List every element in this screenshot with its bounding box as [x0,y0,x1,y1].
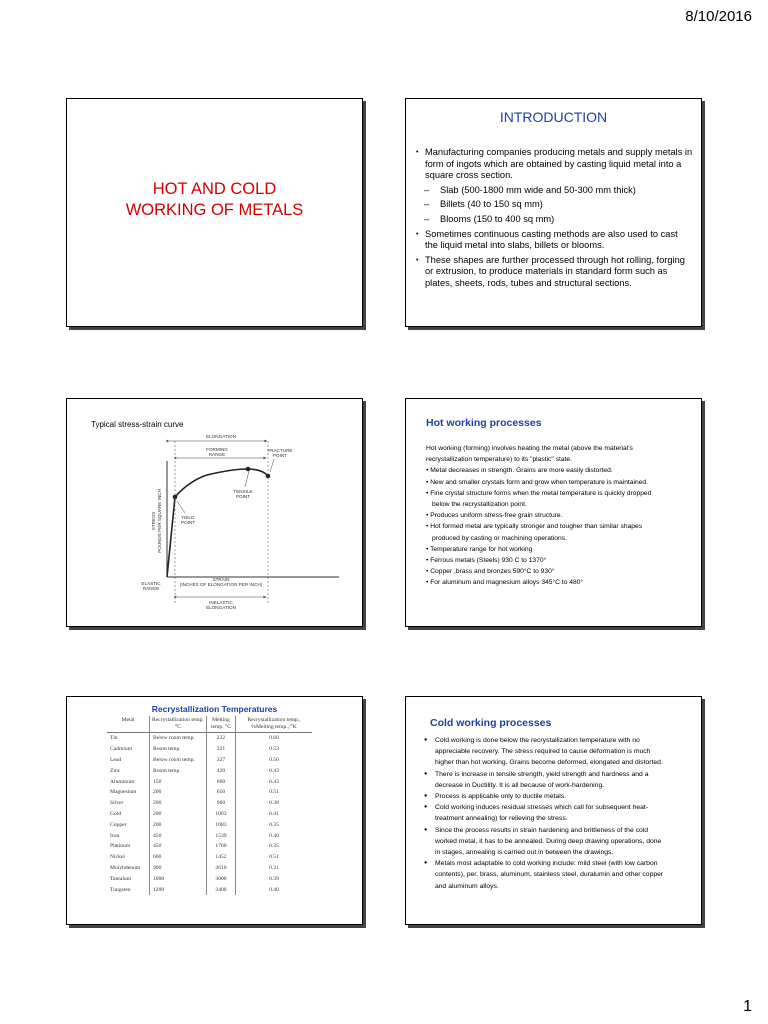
slide-heading: Recrystallization Temperatures [151,704,278,714]
text-line: • New and smaller crystals form and grow when temperature is maintained. [426,478,649,486]
table-cell: 1200 [150,884,207,895]
table-cell: 200 [150,798,207,809]
elastic-range-label-2: RANGE [142,586,160,591]
table-cell: 1452 [207,852,236,863]
text-line: • Ferrous metals (Steels) 930 C to 1370° [426,557,547,565]
table-cell: Aluminum [110,778,135,785]
intro-bullet-list [416,147,693,290]
sub-bullet-item: – Blooms (150 to 400 sq mm) [424,214,693,226]
slide-stress-strain [66,398,363,627]
table-cell: Iron [110,832,120,839]
text-line: ● Process is applicable only to ductile metals. [435,793,567,801]
text-line: • Produces uniform stress-free grain structure. [426,512,563,520]
table-cell: 0.43 [236,765,313,776]
table-cell: 1083 [207,819,236,830]
table-cell: 1000 [150,873,207,884]
table-cell: Molybdenum [110,864,141,871]
text-line: higher than hot working. Grains become deformed, elongated and distorted. [435,759,663,767]
table-cell: 321 [207,744,236,755]
table-row [107,852,312,863]
table-cell: 0.51 [236,852,313,863]
bullet-item [424,735,693,769]
strain-axis-label-2: (INCHES OF ELONGATION PER INCH) [179,582,263,587]
table-cell: 660 [207,776,236,787]
table-row [107,863,312,874]
table-row [107,884,312,895]
table-cell: Platinum [110,843,131,850]
text-line: ● There is increase in tensile strength, yield strength and hardness and a [435,770,649,778]
column-header: Recrystallization temp., %Melting temp., °K [236,716,313,733]
title-line-2: WORKING OF METALS [125,201,304,219]
text-line: ● Cold working induces residual stresses which call for subsequent heat- [435,804,649,812]
table-cell: Cadmium [110,746,133,753]
table-cell: 900 [150,863,207,874]
stress-strain-diagram [67,399,363,627]
table-row [107,809,312,820]
bullet-item [424,825,693,859]
text-line: • For aluminum and magnesium alloys 345°C to 480° [426,579,584,587]
table-row [107,744,312,755]
table-cell: 3000 [207,873,236,884]
slide-introduction [405,98,702,327]
table-cell: 150 [150,776,207,787]
recrystallization-table [107,716,312,895]
table-cell: Room temp. [150,744,207,755]
bullet-item: • Manufacturing companies producing metals and supply metals in form of ingots which are obtained by casting liquid metal into a square cross section. [416,147,693,182]
text-line: ● Cold working is done below the recrystallization temperature with no [435,737,640,744]
text-line: in stages, annealing is carried out in between the drawings. [435,849,614,857]
slide-heading: Hot working processes [426,417,542,429]
table-cell: Gold [110,810,122,817]
table-cell: Magnesium [110,789,137,796]
bullet-item: • These shapes are further processed through hot rolling, forging or extrusion, to produce materials in standard form such as plates, sheets, rods, tubes and structural sections. [416,255,693,290]
yield-label-1: YIELD [181,515,195,520]
table-row [107,755,312,766]
table-cell: 200 [150,787,207,798]
hot-working-text [426,443,691,589]
fracture-label-1: FRACTURE [267,448,293,453]
table-cell: 650 [207,787,236,798]
slide-hot-working [405,398,702,627]
table-cell: 450 [150,841,207,852]
bullet-item [424,769,693,791]
text-line: treatment annealing) for relieving the stress. [435,815,568,823]
stress-axis-label-1: STRESS [151,511,156,531]
tensile-point-marker [246,467,251,472]
table-row [107,765,312,776]
text-line: • Copper ,brass and bronzes 590°C to 930° [426,568,555,576]
table-cell: 0.51 [236,787,313,798]
diagram-title: Typical stress-strain curve [91,420,184,429]
bullet-item [424,858,693,892]
elastic-range-label-1: ELASTIC [141,581,161,586]
presentation-title [67,179,362,221]
column-header: Recrystallization temp. °C [150,716,207,733]
table-cell: Tungsten [110,886,131,893]
table-cell: 0.40 [236,884,313,895]
column-header: Melting temp. °C [207,716,236,733]
text-line: decrease in Ductility. It is all because of work-hardening. [435,781,605,789]
text-line: contents), per, brass, aluminum, stainless steel, duralumin and other copper [435,871,664,879]
fracture-label-2: POINT [272,453,288,458]
table-body [107,733,312,895]
table-cell: 960 [207,798,236,809]
table-cell: Silver [110,800,124,807]
title-line-1: HOT AND COLD [152,180,277,198]
table-cell: 0.39 [236,873,313,884]
text-line: ● Since the process results in strain hardening and brittleness of the cold [435,826,649,834]
elongation-label: ELONGATION [206,434,236,439]
sub-bullet-item: – Billets (40 to 150 sq mm) [424,199,693,211]
slide-heading: Cold working processes [430,717,552,729]
slide-cold-working [405,696,702,925]
text-line: appreciable recovery. The stress required to cause deformation is much [435,748,651,756]
table-cell: Below room temp. [150,755,207,766]
column-header: Metal [107,716,150,733]
table-cell: Copper [110,821,127,828]
table-cell: 232 [207,733,236,744]
table-cell: 327 [207,755,236,766]
table-row [107,819,312,830]
table-row [107,787,312,798]
table-cell: Lead [110,756,122,763]
forming-label-1: FORMING [206,447,228,452]
table-row [107,841,312,852]
text-line: • Metal decreases in strength. Grains are more easily distorted. [426,467,613,475]
table-cell: 0.31 [236,863,313,874]
table-cell: 3400 [207,884,236,895]
text-line: recrystallization temperature) to its "plastic" state. [426,456,572,464]
table-cell: 1539 [207,830,236,841]
text-line: ● Metals most adaptable to cold working include: mild steel (with low carbon [435,860,658,868]
tensile-label-1: TENSILE [233,489,253,494]
text-line: below the recrystallization point. [432,501,527,509]
table-cell: 600 [150,852,207,863]
bullet-item: • Sometimes continuous casting methods are also used to cast the liquid metal into slabs, billets or blooms. [416,229,693,252]
yield-label-2: POINT [181,520,196,525]
table-cell: 0.38 [236,798,313,809]
table-row [107,776,312,787]
table-cell: 0.53 [236,744,313,755]
table-cell: 420 [207,765,236,776]
fracture-leader [270,459,274,472]
table-cell: 0.35 [236,819,313,830]
inelastic-label-2: ELONGATION [206,605,236,610]
page-number: 1 [743,998,752,1015]
table-cell: Zinc [110,767,121,774]
table-cell: 200 [150,809,207,820]
table-cell: Tantalum [110,875,132,882]
table-cell: 0.40 [236,830,313,841]
cold-working-list [424,735,693,892]
table-cell: Room temp. [150,765,207,776]
table-cell: 1760 [207,841,236,852]
table-row [107,798,312,809]
text-line: • Temperature range for hot working [426,545,533,553]
text-line: and aluminum alloys. [435,882,499,890]
slide-recrystallization [66,696,363,925]
stress-axis-label-2: POUNDS PER SQUARE INCH [157,489,162,553]
inelastic-label-1: INELASTIC [209,600,233,605]
bullet-item [424,802,693,824]
sub-bullet-item: – Slab (500-1800 mm wide and 50-300 mm thick) [424,185,693,197]
table-cell: 1063 [207,809,236,820]
yield-leader [177,501,185,513]
table-cell: 0.43 [236,776,313,787]
table-header-row [107,716,312,733]
strain-axis-label-1: STRAIN [212,577,230,582]
table-cell: 450 [150,830,207,841]
table-cell: 200 [150,819,207,830]
table-cell: 0.41 [236,809,313,820]
table-cell: 0.50 [236,755,313,766]
slide-title [66,98,363,327]
slide-heading: INTRODUCTION [499,109,608,125]
text-line: worked metal, it has to be annealed. During deep drawing operations, done [435,837,662,845]
table-cell: 0.60 [236,733,313,744]
table-cell: Nickel [110,854,125,861]
table-cell: 2610 [207,863,236,874]
forming-label-2: RANGE [208,452,226,457]
table-row [107,873,312,884]
table-row [107,830,312,841]
table-cell: Tin [110,735,118,742]
text-line: Hot working (forming) involves heating the metal (above the material's [426,445,633,452]
table-cell: 0.35 [236,841,313,852]
bullet-item [424,791,693,802]
text-line: • Hot formed metal are typically stronger and tougher than similar shapes [426,523,643,531]
table-row [107,733,312,744]
table-cell: Below room temp. [150,733,207,744]
tensile-leader [245,471,249,487]
text-line: • Fine crystal structure forms when the metal temperature is quickly dropped [426,489,652,497]
handout-date: 8/10/2016 [685,8,752,25]
text-line: produced by casting or machining operations. [432,534,567,542]
tensile-label-2: POINT [235,494,251,499]
